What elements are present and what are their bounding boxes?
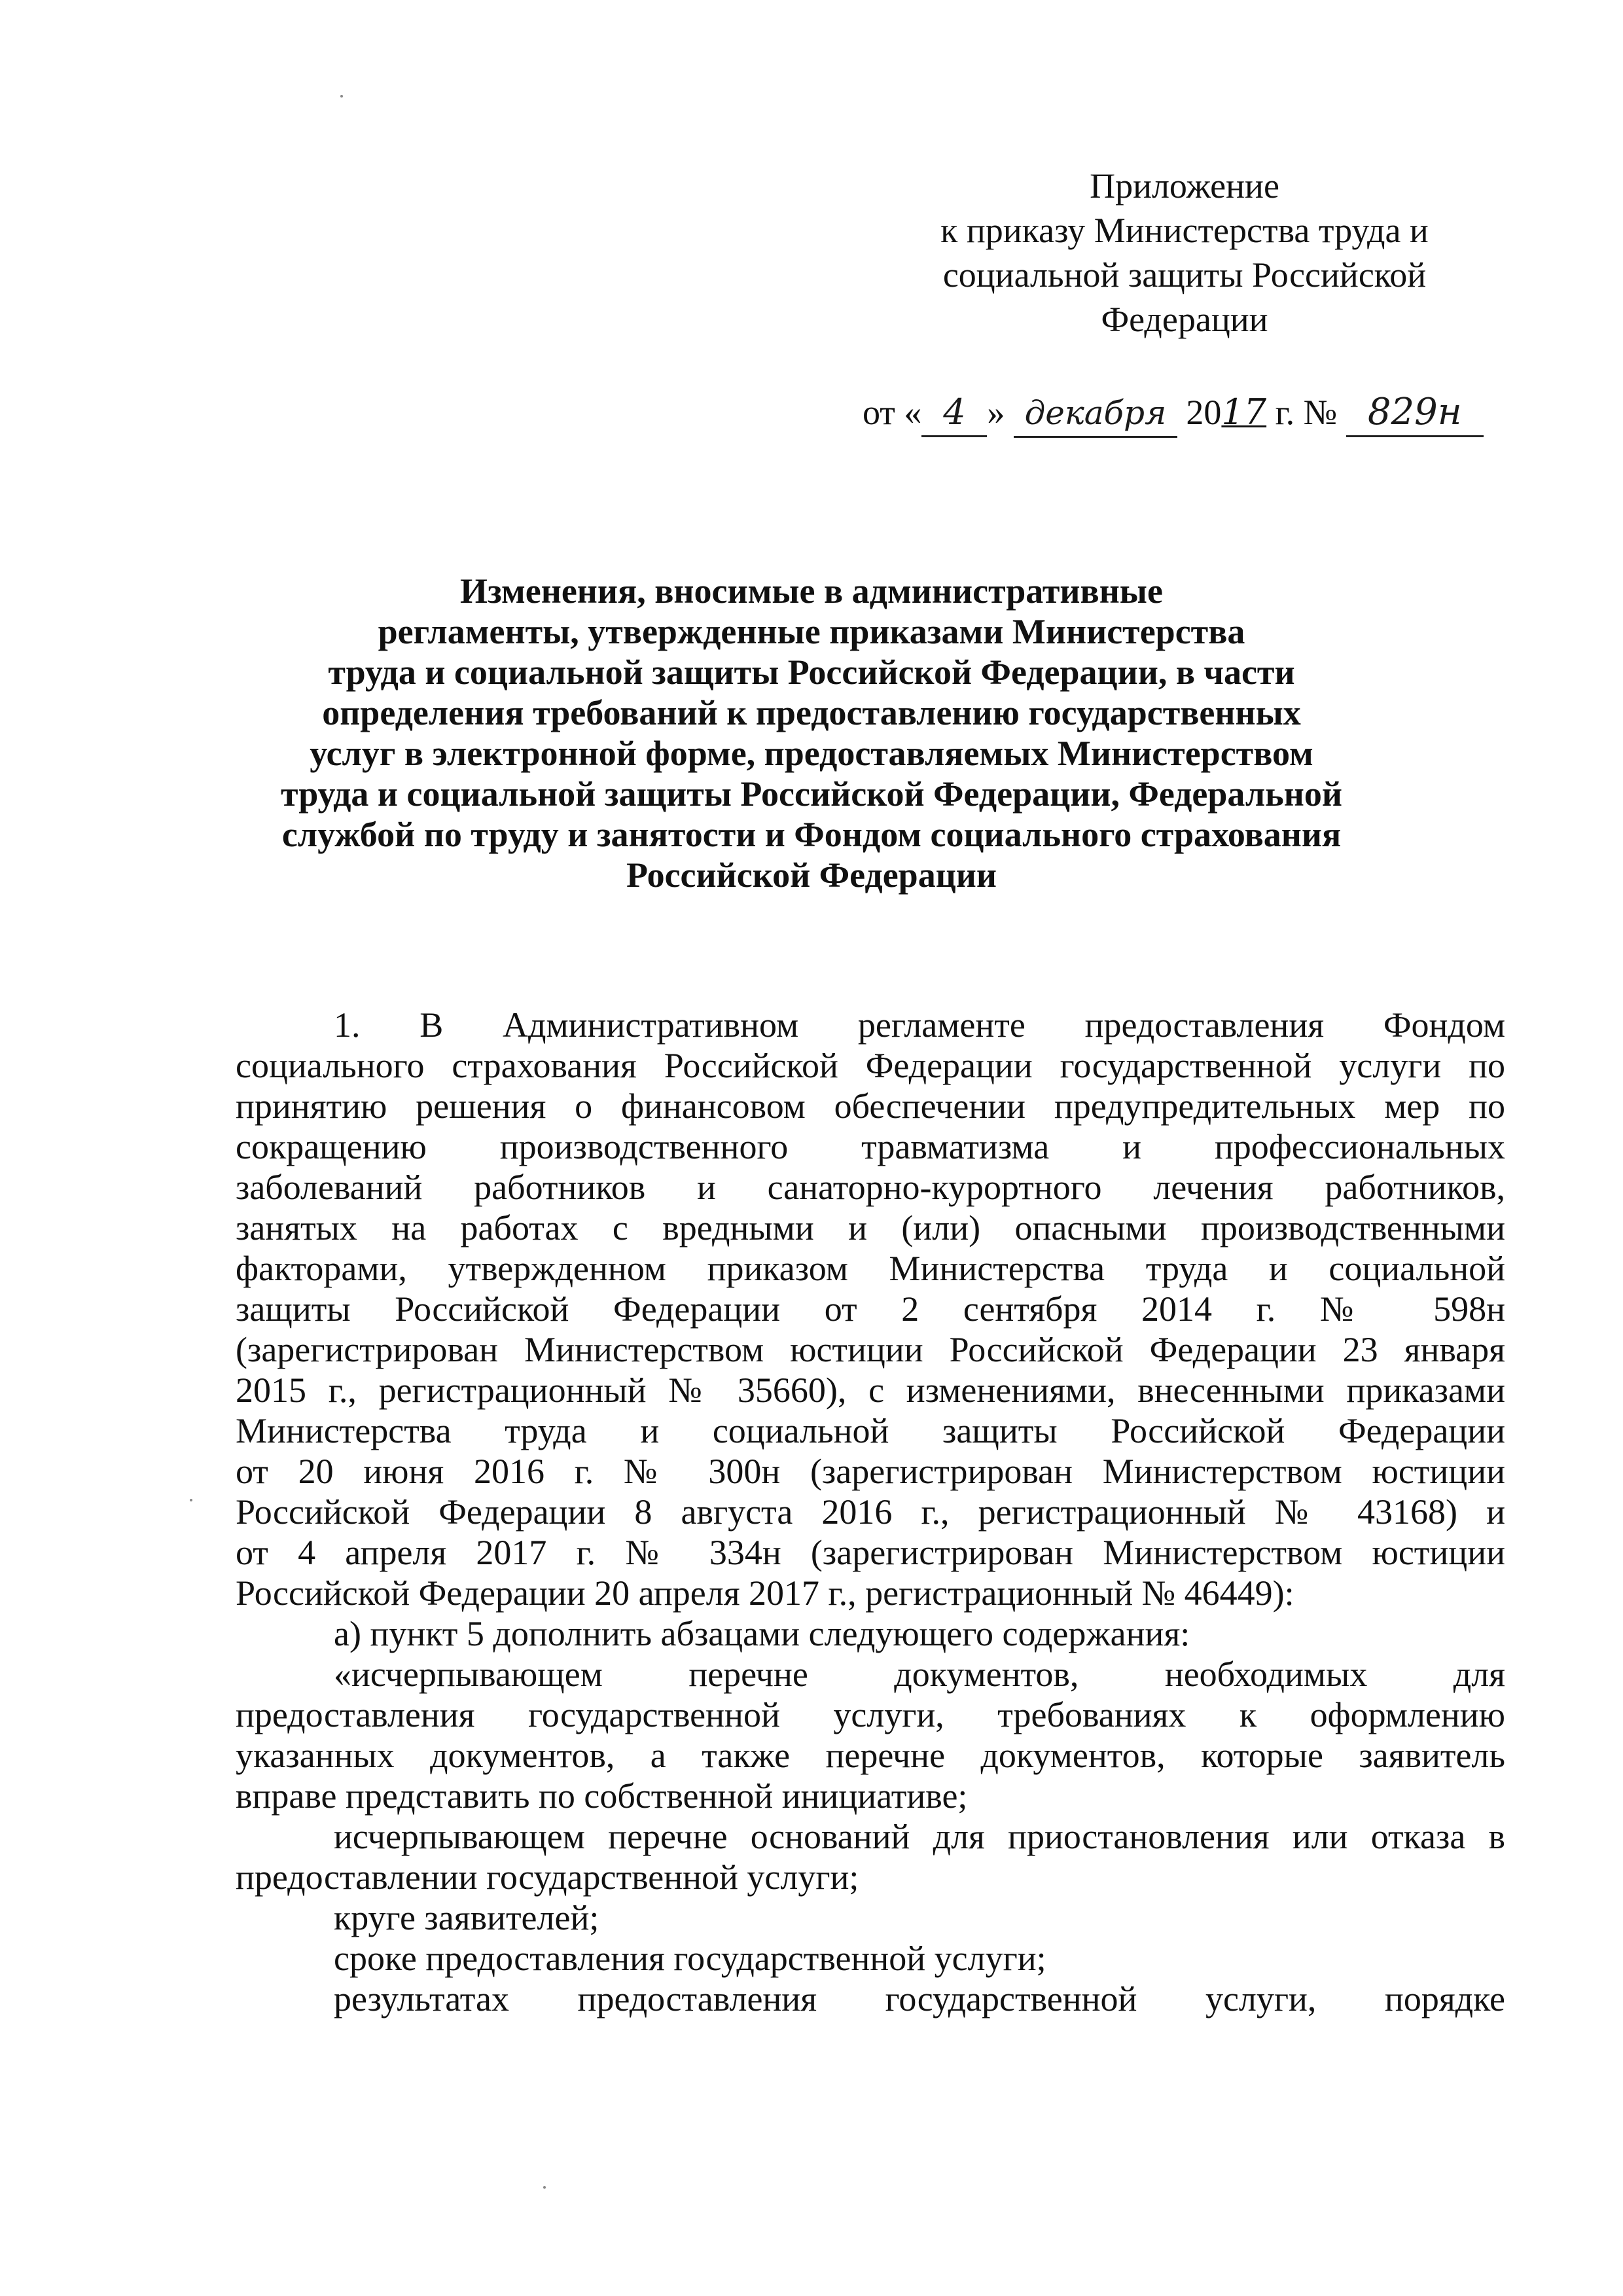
body-line: сокращению производственного травматизма и профессиональных <box>236 1127 1505 1166</box>
appendix-line: к приказу Министерства труда и <box>940 211 1429 250</box>
title-line: определения требований к предоставлению государственных <box>322 693 1301 732</box>
body-line: Российской Федерации 8 августа 2016 г., регистрационный № 43168) и <box>236 1492 1505 1532</box>
title-line: Изменения, вносимые в административные <box>460 571 1163 611</box>
order-year-prefix: 20 <box>1186 393 1222 432</box>
body-line: исчерпывающем перечне оснований для приостановления или отказа в <box>334 1817 1505 1856</box>
handwritten-year: 17 <box>1221 391 1267 433</box>
body-line: от 20 июня 2016 г. № 300н (зарегистрирован Министерством юстиции <box>236 1452 1505 1491</box>
body-line: защиты Российской Федерации от 2 сентября 2014 г. № 598н <box>236 1289 1505 1329</box>
body-line: 2015 г., регистрационный № 35660), с изменениями, внесенными приказами <box>236 1371 1505 1410</box>
body-line: занятых на работах с вредными и (или) опасными производственными <box>236 1208 1505 1247</box>
body-line: Российской Федерации 20 апреля 2017 г., регистрационный № 46449): <box>236 1573 1294 1613</box>
body-line: принятию решения о финансовом обеспечении предупредительных мер по <box>236 1086 1505 1126</box>
document-title <box>236 571 1387 895</box>
body-line: предоставлении государственной услуги; <box>236 1857 859 1897</box>
order-prefix: от « <box>863 393 922 432</box>
document-body <box>236 1005 1505 2019</box>
scan-speck <box>340 95 343 98</box>
handwritten-order-number: 829н <box>1346 389 1484 437</box>
body-line: социального страхования Российской Федерации государственной услуги по <box>236 1046 1505 1085</box>
body-line: Министерства труда и социальной защиты Российской Федерации <box>236 1411 1505 1450</box>
appendix-line: социальной защиты Российской <box>942 255 1427 295</box>
appendix-title: Приложение <box>1090 166 1279 206</box>
body-line: заболеваний работников и санаторно-курортного лечения работников, <box>236 1168 1505 1207</box>
body-line: факторами, утвержденном приказом Министерства труда и социальной <box>236 1249 1505 1288</box>
title-line: труда и социальной защиты Российской Федерации, Федеральной <box>281 774 1342 814</box>
body-line: сроке предоставления государственной услуги; <box>334 1939 1046 1978</box>
handwritten-day: 4 <box>921 389 987 437</box>
scan-speck <box>543 2186 546 2189</box>
title-line: службой по труду и занятости и Фондом социального страхования <box>281 815 1342 854</box>
title-line: Российской Федерации <box>626 855 997 895</box>
appendix-line: Федерации <box>1101 300 1268 339</box>
body-line: «исчерпывающем перечне документов, необходимых для <box>334 1655 1505 1694</box>
title-line: регламенты, утвержденные приказами Министерства <box>378 612 1245 651</box>
title-line: услуг в электронной форме, предоставляемых Министерством <box>310 734 1313 773</box>
body-line: результатах предоставления государственной услуги, порядке <box>334 1979 1505 2018</box>
order-close-quote: » <box>987 393 1005 432</box>
body-line: от 4 апреля 2017 г. № 334н (зарегистрирован Министерством юстиции <box>236 1533 1505 1572</box>
body-line: а) пункт 5 дополнить абзацами следующего содержания: <box>334 1614 1190 1653</box>
order-date-number <box>863 386 1517 439</box>
body-line: вправе представить по собственной инициативе; <box>236 1776 968 1816</box>
handwritten-month: декабря <box>1014 390 1177 438</box>
scan-speck <box>190 1499 192 1501</box>
body-line: указанных документов, а также перечне документов, которые заявитель <box>236 1736 1505 1775</box>
body-line: 1. В Административном регламенте предоставления Фондом <box>334 1005 1505 1045</box>
body-line: круге заявителей; <box>334 1898 599 1937</box>
body-line: (зарегистрирован Министерством юстиции Российской Федерации 23 января <box>236 1330 1505 1369</box>
appendix-header <box>890 164 1479 342</box>
title-line: труда и социальной защиты Российской Федерации, в части <box>328 653 1295 692</box>
body-line: предоставления государственной услуги, требованиях к оформлению <box>236 1695 1505 1734</box>
order-year-label: г. № <box>1275 393 1338 432</box>
